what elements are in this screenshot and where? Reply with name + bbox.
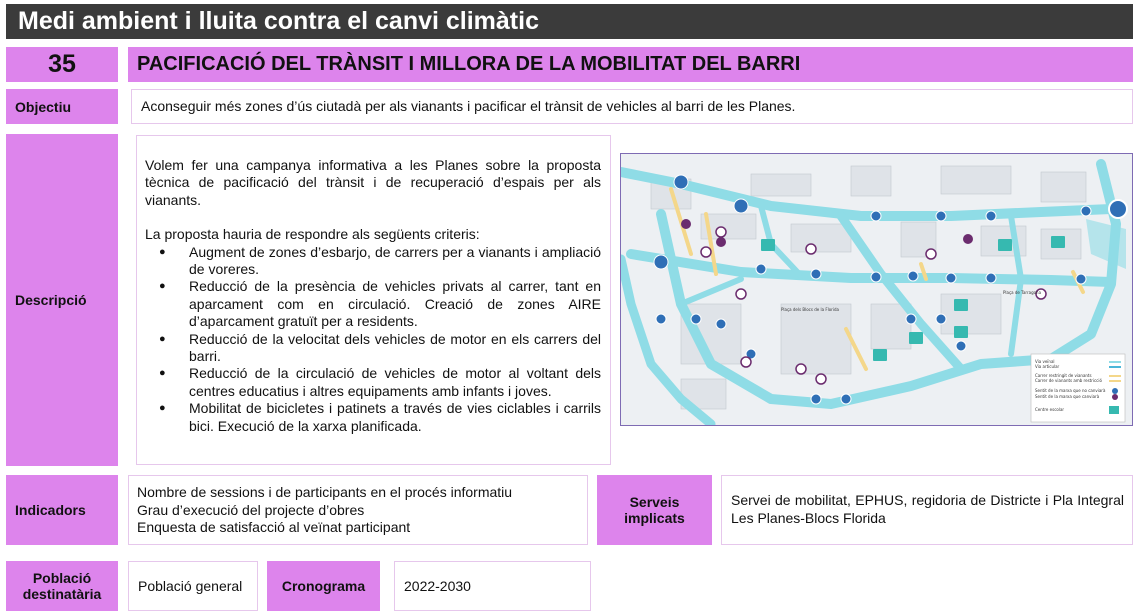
objectiu-text: Aconseguir més zones d’ús ciutadà per als vianants i pacificar el trànsit de vehicles al barri de les Planes. bbox=[131, 89, 1133, 124]
indicadors-list bbox=[128, 475, 588, 545]
indicadors-label: Indicadors bbox=[6, 475, 118, 545]
cronograma-value: 2022-2030 bbox=[394, 561, 591, 611]
legend-entry: Centre escolar bbox=[1035, 407, 1065, 412]
legend-entry: Carrer de vianants amb restricció bbox=[1035, 378, 1102, 383]
legend-entry: Sentit de la marxa que canviarà bbox=[1035, 394, 1100, 399]
legend-entry: Sentit de la marxa que no canviarà bbox=[1035, 388, 1106, 393]
criteria-item: ● Reducció de la velocitat dels vehicles de motor en els carrers del barri. bbox=[145, 331, 601, 366]
item-title: PACIFICACIÓ DEL TRÀNSIT I MILLORA DE LA MOBILITAT DEL BARRI bbox=[128, 47, 1133, 82]
poblacio-value: Població general bbox=[128, 561, 258, 611]
legend-entry: Via veïnal bbox=[1035, 359, 1055, 364]
serveis-label: Serveis implicats bbox=[597, 475, 712, 545]
indicador-item: Nombre de sessions i de participants en el procés informatiu bbox=[137, 484, 513, 500]
poblacio-label: Població destinatària bbox=[6, 561, 118, 611]
descripcio-label: Descripció bbox=[6, 134, 118, 466]
criteria-list bbox=[145, 244, 601, 435]
map-legend bbox=[1031, 354, 1125, 422]
criteria-item: ● Mobilitat de bicicletes i patinets a través de vies ciclables i carrils bici. Execució de la xarxa planificada. bbox=[145, 400, 601, 435]
criteria-item: ● Reducció de la circulació de vehicles de motor al voltant dels centres educatius i altres equipaments amb infants i joves. bbox=[145, 365, 601, 400]
item-number: 35 bbox=[6, 47, 118, 82]
page-title: Medi ambient i lluita contra el canvi climàtic bbox=[6, 4, 1133, 39]
neighbourhood-map bbox=[620, 153, 1133, 426]
map-place-2: Plaça de Tarragona bbox=[1003, 290, 1042, 295]
descripcio-text bbox=[136, 135, 611, 465]
objectiu-label: Objectiu bbox=[6, 89, 118, 124]
indicador-item: Enquesta de satisfacció al veïnat participant bbox=[137, 519, 411, 535]
criteria-intro: La proposta hauria de respondre als següents criteris: bbox=[145, 226, 480, 243]
legend-entry: Via articular bbox=[1035, 364, 1060, 369]
cronograma-label: Cronograma bbox=[267, 561, 380, 611]
map-drawing bbox=[621, 154, 1133, 426]
criteria-item: ● Augment de zones d’esbarjo, de carrers per a vianants i ampliació de voreres. bbox=[145, 244, 601, 279]
criteria-item: ● Reducció de la presència de vehicles privats al carrer, tant en aparcament com en circulació. Creació de zones AIRE d’aparcament gratuït per a residents. bbox=[145, 278, 601, 330]
map-place-1: Plaça dels Blocs de la Florida bbox=[781, 307, 839, 312]
indicador-item: Grau d’execució del projecte d’obres bbox=[137, 501, 365, 518]
legend-entry: Carrer restringit de vianants bbox=[1035, 373, 1092, 378]
descripcio-intro: Volem fer una campanya informativa a les Planes sobre la proposta tècnica de pacificació del trànsit i de recuperació d’espais per als vianants. bbox=[145, 157, 601, 208]
serveis-text: Servei de mobilitat, EPHUS, regidoria de Districte i Pla Integral Les Planes-Blocs Florida bbox=[721, 475, 1133, 545]
